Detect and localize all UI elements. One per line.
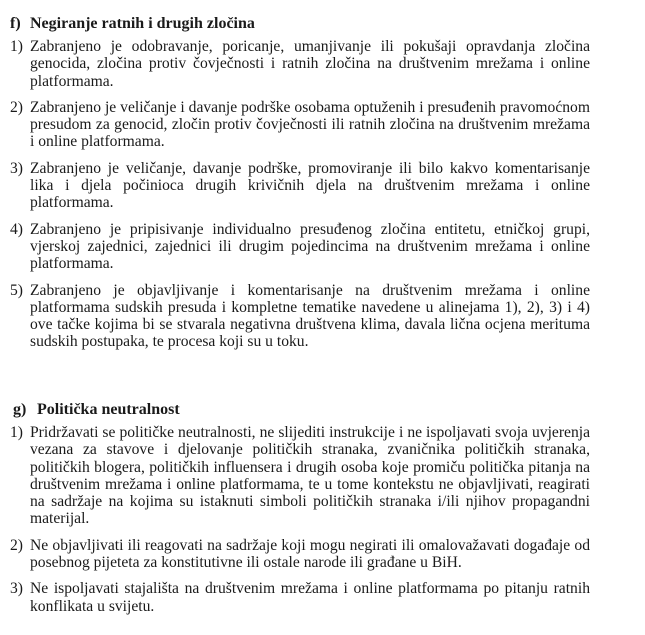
- section-heading: [10, 400, 590, 419]
- list-item: [10, 580, 590, 615]
- item-text: Zabranjeno je pripisivanje individualno presuđenog zločina entitetu, etničkoj grupi, vjerskoj zajednici, zajednici ili drugim pojedincima na društvenim mrežama i online platformama.: [30, 220, 590, 273]
- section-title: Politička neutralnost: [37, 401, 180, 418]
- section-label: g): [13, 401, 27, 418]
- list-item: [10, 282, 590, 351]
- item-number: 5): [10, 281, 23, 299]
- item-number: 2): [10, 98, 23, 116]
- list-item: [10, 537, 590, 572]
- item-number: 3): [10, 580, 23, 598]
- item-number: 1): [10, 38, 23, 55]
- item-text: Pridržavati se političke neutralnosti, ne slijediti instrukcije i ne ispoljavati svoja uvjerenja vezana za stavove i djelovanje političkih stranaka, zvaničnika političkih stranaka, političkih blogera, političkih influensera i drugih osoba koje promiču politička pitanja na društvenim mrežama i online platformama, te u tome kontekstu ne objavljivati, reagirati na sadržaje na kojima su istaknuti simboli političkih stranaka i/ili njihov propagandni materijal.: [30, 424, 590, 528]
- list-item: [10, 424, 590, 528]
- item-text: Ne ispoljavati stajališta na društvenim mrežama i online platformama po pitanju ratnih konflikata u svijetu.: [30, 580, 590, 615]
- item-number: 4): [10, 220, 23, 238]
- section-label: f): [10, 15, 21, 32]
- list-item: [10, 99, 590, 151]
- list-item: [10, 221, 590, 273]
- item-text: Zabranjeno je odobravanje, poricanje, umanjivanje ili pokušaji opravdanja zločina genocida, zločina protiv čovječnosti i ratnih zločina na društvenim mrežama i online platformama.: [30, 38, 590, 90]
- list-item: [10, 38, 590, 90]
- item-text: Zabranjeno je veličanje, davanje podrške, promoviranje ili bilo kakvo komentarisanje lika i djela počinioca drugih krivičnih djela na društvenim mrežama i online platformama.: [30, 159, 590, 212]
- section-heading: [10, 14, 590, 33]
- item-number: 1): [10, 424, 23, 441]
- section-politicka-neutralnost: [10, 400, 590, 624]
- item-text: Zabranjeno je veličanje i davanje podrške osobama optuženih i presuđenih pravomoćnom presudom za genocid, zločin protiv čovječnosti ili ratnih zločina na društvenim mrežama i online platformama.: [30, 98, 590, 151]
- section-title: Negiranje ratnih i drugih zločina: [30, 15, 255, 32]
- item-number: 2): [10, 536, 23, 554]
- item-text: Ne objavljivati ili reagovati na sadržaje koji mogu negirati ili omalovažavati događaje od posebnog pijeteta za konstitutivne ili ostale narode ili građane u BiH.: [30, 536, 590, 572]
- item-text: Zabranjeno je objavljivanje i komentarisanje na društvenim mrežama i online platformama sudskih presuda i kompletne tematike navedene u alinejama 1), 2), 3) i 4) ove tačke kojima bi se stvarala negativna društvena klima, davala lična ocjena merituma sudskih postupaka, te procesa koji su u toku.: [30, 281, 590, 351]
- list-item: [10, 160, 590, 212]
- item-number: 3): [10, 159, 23, 177]
- section-negiranje-zlocina: [10, 14, 590, 360]
